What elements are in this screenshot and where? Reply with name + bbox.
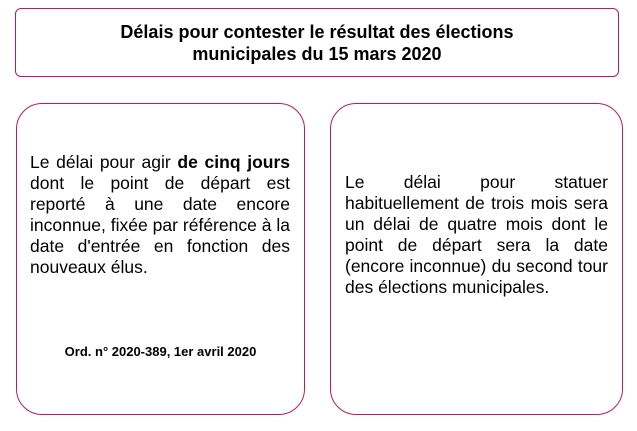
right-card-text: Le délai pour statuer habituellement de trois mois sera un délai de quatre mois dont le point de départ sera la date (encore inconnue) du second tour des élections municipales. — [345, 172, 608, 297]
diagram-title: Délais pour contester le résultat des élections municipales du 15 mars 2020 — [120, 21, 514, 64]
left-card-text-after: dont le point de départ est reporté à une date encore inconnue, fixée par référence à la date d'entrée en fonction des nouveaux élus. — [30, 173, 290, 277]
title-box — [15, 8, 619, 77]
ordinance-reference: Ord. n° 2020-389, 1er avril 2020 — [64, 344, 257, 359]
left-card — [16, 103, 305, 415]
right-card — [330, 103, 623, 415]
left-card-text — [30, 152, 290, 278]
left-card-highlight: de cinq jours — [177, 152, 290, 172]
left-card-text-before: Le délai pour agir — [30, 152, 178, 172]
